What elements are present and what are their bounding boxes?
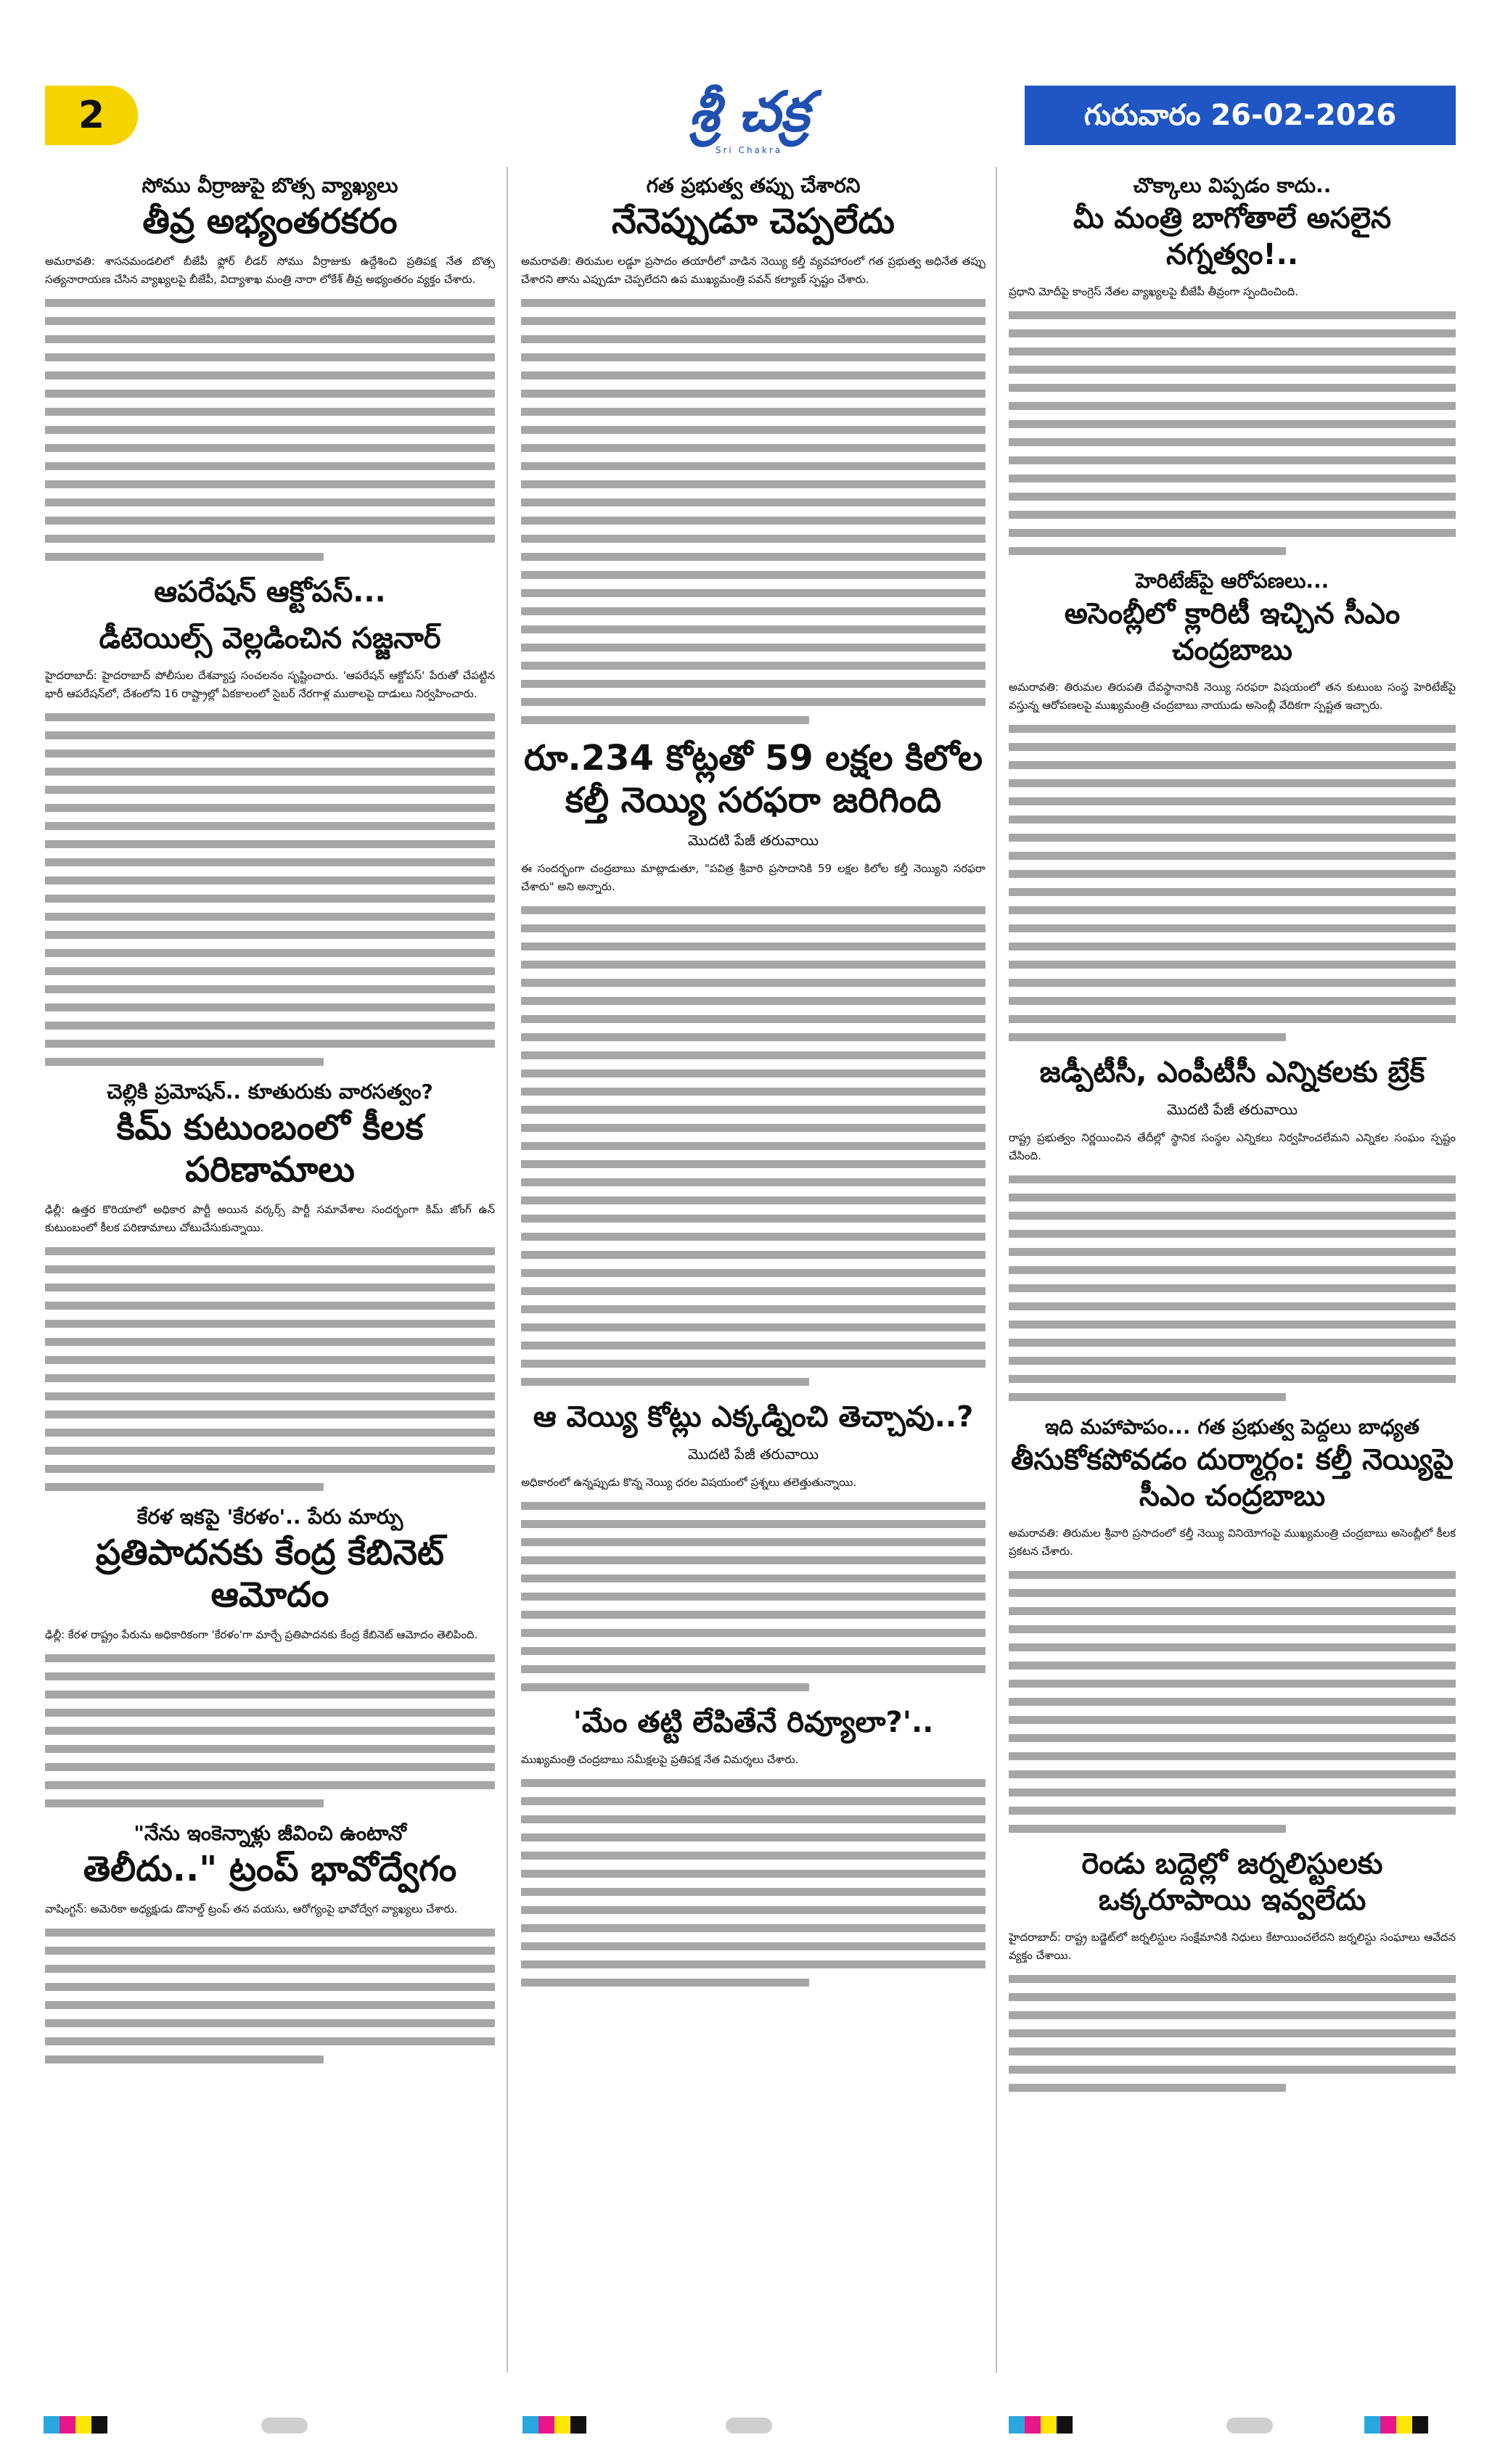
article-text-block (45, 1929, 495, 2063)
print-registration-strip (0, 2416, 1500, 2438)
color-bar (44, 2416, 107, 2434)
article-lead: అమరావతి: తిరుమల లడ్డూ ప్రసాదం తయారీలో వాడిన నెయ్యి కల్తీ వ్యవహారంలో గత ప్రభుత్వ అధినేత తప్పు చేశారని తాను ఎప్పుడూ చెప్పలేదని ఉప ముఖ్యమంత్రి పవన్ కల్యాణ్ స్పష్టం చేశారు. (521, 255, 985, 286)
article-headline: నేనెప్పుడూ చెప్పలేదు (612, 201, 895, 242)
article-lead: అమరావతి: తిరుమల శ్రీవారి ప్రసాదంలో కల్తీ నెయ్యి వినియోగంపై ముఖ్యమంత్రి చంద్రబాబు అసెంబ్లీలో కీలక ప్రకటన చేశారు. (1009, 1527, 1456, 1558)
article-headline: తీవ్ర అభ్యంతరకరం (142, 201, 398, 242)
date-bar: గురువారం 26-02-2026 (1025, 86, 1456, 145)
registration-mark (261, 2418, 308, 2434)
article-text-block (1009, 1975, 1456, 2092)
article-kicker: "నేను ఇంకెన్నాళ్లు జీవించి ఉంటానో (134, 1821, 406, 1845)
column-left (45, 167, 495, 2373)
article-text-block (1009, 725, 1456, 1041)
article-text-block (45, 1654, 495, 1807)
column-divider (996, 167, 997, 2373)
continuation-label: మొదటి పేజీ తరువాయి (1166, 1101, 1298, 1118)
article-lead: హైదరాబాద్: రాష్ట్ర బడ్జెట్‌లో జర్నలిస్టుల సంక్షేమానికి నిధులు కేటాయించలేదని జర్నలిస్టు సంఘాలు ఆవేదన వ్యక్తం చేశాయి. (1009, 1931, 1456, 1962)
color-bar (522, 2416, 586, 2434)
article-headline: మీ మంత్రి బాగోతాలే అసలైన నగ్నత్వం!.. (1073, 202, 1392, 271)
article-text-block (521, 1502, 985, 1691)
article-headline: తీసుకోకపోవడం దుర్మార్గం: కల్తీ నెయ్యిపై సీఎం చంద్రబాబు (1011, 1443, 1454, 1513)
registration-mark (726, 2418, 772, 2434)
article-headline: కిమ్ కుటుంబంలో కీలక పరిణామాలు (116, 1107, 424, 1190)
masthead (45, 79, 1456, 155)
continuation-label: మొదటి పేజీ తరువాయి (687, 1445, 819, 1463)
column-right (1009, 167, 1456, 2373)
article-headline: 'మేం తట్టి లేపితేనే రివ్యూలా?'.. (573, 1706, 934, 1739)
article-kicker: హెరిటేజ్‌పై ఆరోపణలు... (1135, 569, 1329, 593)
article-lead: రాష్ట్ర ప్రభుత్వం నిర్ణయించిన తేదీల్లో స్థానిక సంస్థల ఎన్నికలు నిర్వహించలేమని ఎన్నికల సంఘం స్పష్టం చేసింది. (1009, 1131, 1456, 1162)
article-kicker: చొక్కాలు విప్పడం కాదు.. (1133, 173, 1332, 197)
article-lead: ఈ సందర్భంగా చంద్రబాబు మాట్లాడుతూ, "పవిత్ర శ్రీవారి ప్రసాదానికి 59 లక్షల కిలోల కల్తీ నెయ్యిని సరఫరా చేశారు" అని అన్నారు. (521, 862, 985, 893)
article-lead: అధికారంలో ఉన్నప్పుడు కొన్న నెయ్యి ధరల విషయంలో ప్రశ్నలు తలెత్తుతున్నాయి. (521, 1476, 857, 1489)
article-kicker: ఆపరేషన్ ఆక్టోపస్... (154, 575, 386, 609)
article-text-block (1009, 311, 1456, 555)
article-headline: జడ్పీటీసీ, ఎంపీటీసీ ఎన్నికలకు బ్రేక్ (1039, 1056, 1425, 1089)
continuation-label: మొదటి పేజీ తరువాయి (687, 831, 819, 849)
article-text-block (45, 713, 495, 1066)
article-text-block (521, 1779, 985, 1987)
color-bar (1009, 2416, 1073, 2434)
column-center (521, 167, 985, 2373)
article-lead: అమరావతి: తిరుమల తిరుపతి దేవస్థానానికి నెయ్యి సరఫరా విషయంలో తన కుటుంబ సంస్థ హెరిటేజ్‌పై వస్తున్న ఆరోపణలపై ముఖ్యమంత్రి చంద్రబాబు నాయుడు అసెంబ్లీ వేదికగా స్పష్టత ఇచ్చారు. (1009, 681, 1456, 712)
logo-subtitle: Sri Chakra (715, 145, 783, 155)
article-lead: హైదరాబాద్: హైదరాబాద్ పోలీసుల దేశవ్యాప్త సంచలనం సృష్టించారు. 'ఆపరేషన్ ఆక్టోపస్' పేరుతో చేపట్టిన భారీ ఆపరేషన్‌లో, దేశంలోని 16 రాష్ట్రాల్లో ఏకకాలంలో సైబర్ నేరగాళ్ల ముఠాలపై దాడులు నిర్వహించారు. (45, 669, 495, 700)
article-text-block (521, 299, 985, 724)
article-headline: ఆ వెయ్యి కోట్లు ఎక్కడ్నించి తెచ్చావు..? (533, 1400, 974, 1434)
article-lead: వాషింగ్టన్: అమెరికా అధ్యక్షుడు డొనాల్డ్ ట్రంప్ తన వయసు, ఆరోగ్యంపై భావోద్వేగ వ్యాఖ్యలు చేశారు. (45, 1902, 458, 1915)
article-lead: ప్రధాని మోదీపై కాంగ్రెస్ నేతల వ్యాఖ్యలపై బీజేపీ తీవ్రంగా స్పందించింది. (1009, 285, 1298, 298)
article-headline: ప్రతిపాదనకు కేంద్ర కేబినెట్ ఆమోదం (96, 1532, 444, 1615)
article-headline: డీటెయిల్స్ వెల్లడించిన సజ్జనార్ (99, 622, 441, 655)
article-kicker: చెల్లికి ప్రమోషన్.. కూతురుకు వారసత్వం? (107, 1080, 433, 1104)
article-headline: అసెంబ్లీలో క్లారిటీ ఇచ్చిన సీఎం చంద్రబాబు (1064, 597, 1401, 667)
article-headline: రెండు బద్దెల్లో జర్నలిస్టులకు ఒక్కరూపాయి ఇవ్వలేదు (1081, 1847, 1383, 1917)
article-text-block (521, 906, 985, 1386)
article-kicker: కేరళ ఇకపై 'కేరళం'.. పేరు మార్పు (136, 1505, 403, 1529)
article-lead: ఢిల్లీ: ఉత్తర కొరియాలో అధికార పార్టీ అయిన వర్కర్స్ పార్టీ సమావేశాల సందర్భంగా కిమ్ జోంగ్ ఉన్ కుటుంబంలో కీలక పరిణామాలు చోటుచేసుకున్నాయి. (45, 1203, 495, 1234)
article-headline: తెలీదు.." ట్రంప్ భావోద్వేగం (83, 1849, 457, 1889)
article-kicker: సోము వీర్రాజుపై బొత్స వ్యాఖ్యలు (142, 173, 398, 197)
article-lead: ఢిల్లీ: కేరళ రాష్ట్రం పేరును అధికారికంగా 'కేరళం'గా మార్చే ప్రతిపాదనకు కేంద్ర కేబినెట్ ఆమోదం తెలిపింది. (45, 1628, 478, 1641)
article-text-block (1009, 1571, 1456, 1833)
article-text-block (45, 299, 495, 561)
article-kicker: గత ప్రభుత్వ తప్పు చేశారని (646, 173, 861, 197)
logo-text: శ్రీ చక్ర (689, 79, 809, 144)
registration-mark (1226, 2418, 1273, 2434)
article-lead: ముఖ్యమంత్రి చంద్రబాబు సమీక్షలపై ప్రతిపక్ష నేత విమర్శలు చేశారు. (521, 1753, 799, 1766)
article-lead: అమరావతి: శాసనమండలిలో బీజేపీ ఫ్లోర్ లీడర్ సోము వీర్రాజుకు ఉద్దేశించి ప్రతిపక్ష నేత బొత్స సత్యనారాయణ చేసిన వ్యాఖ్యలపై బీజేపీ, విద్యాశాఖ మంత్రి నారా లోకేశ్ తీవ్ర అభ్యంతరం వ్యక్తం చేశారు. (45, 255, 495, 286)
article-text-block (1009, 1175, 1456, 1401)
page-number: 2 (45, 86, 138, 145)
logo (647, 78, 851, 158)
article-kicker: ఇది మహాపాపం... గత ప్రభుత్వ పెద్దలు బాధ్యత (1044, 1415, 1420, 1439)
article-headline: రూ.234 కోట్లతో 59 లక్షల కిలోల కల్తీ నెయ్యి సరఫరా జరిగింది (524, 738, 983, 821)
color-bar (1364, 2416, 1428, 2434)
article-text-block (45, 1247, 495, 1491)
column-divider (507, 167, 508, 2373)
